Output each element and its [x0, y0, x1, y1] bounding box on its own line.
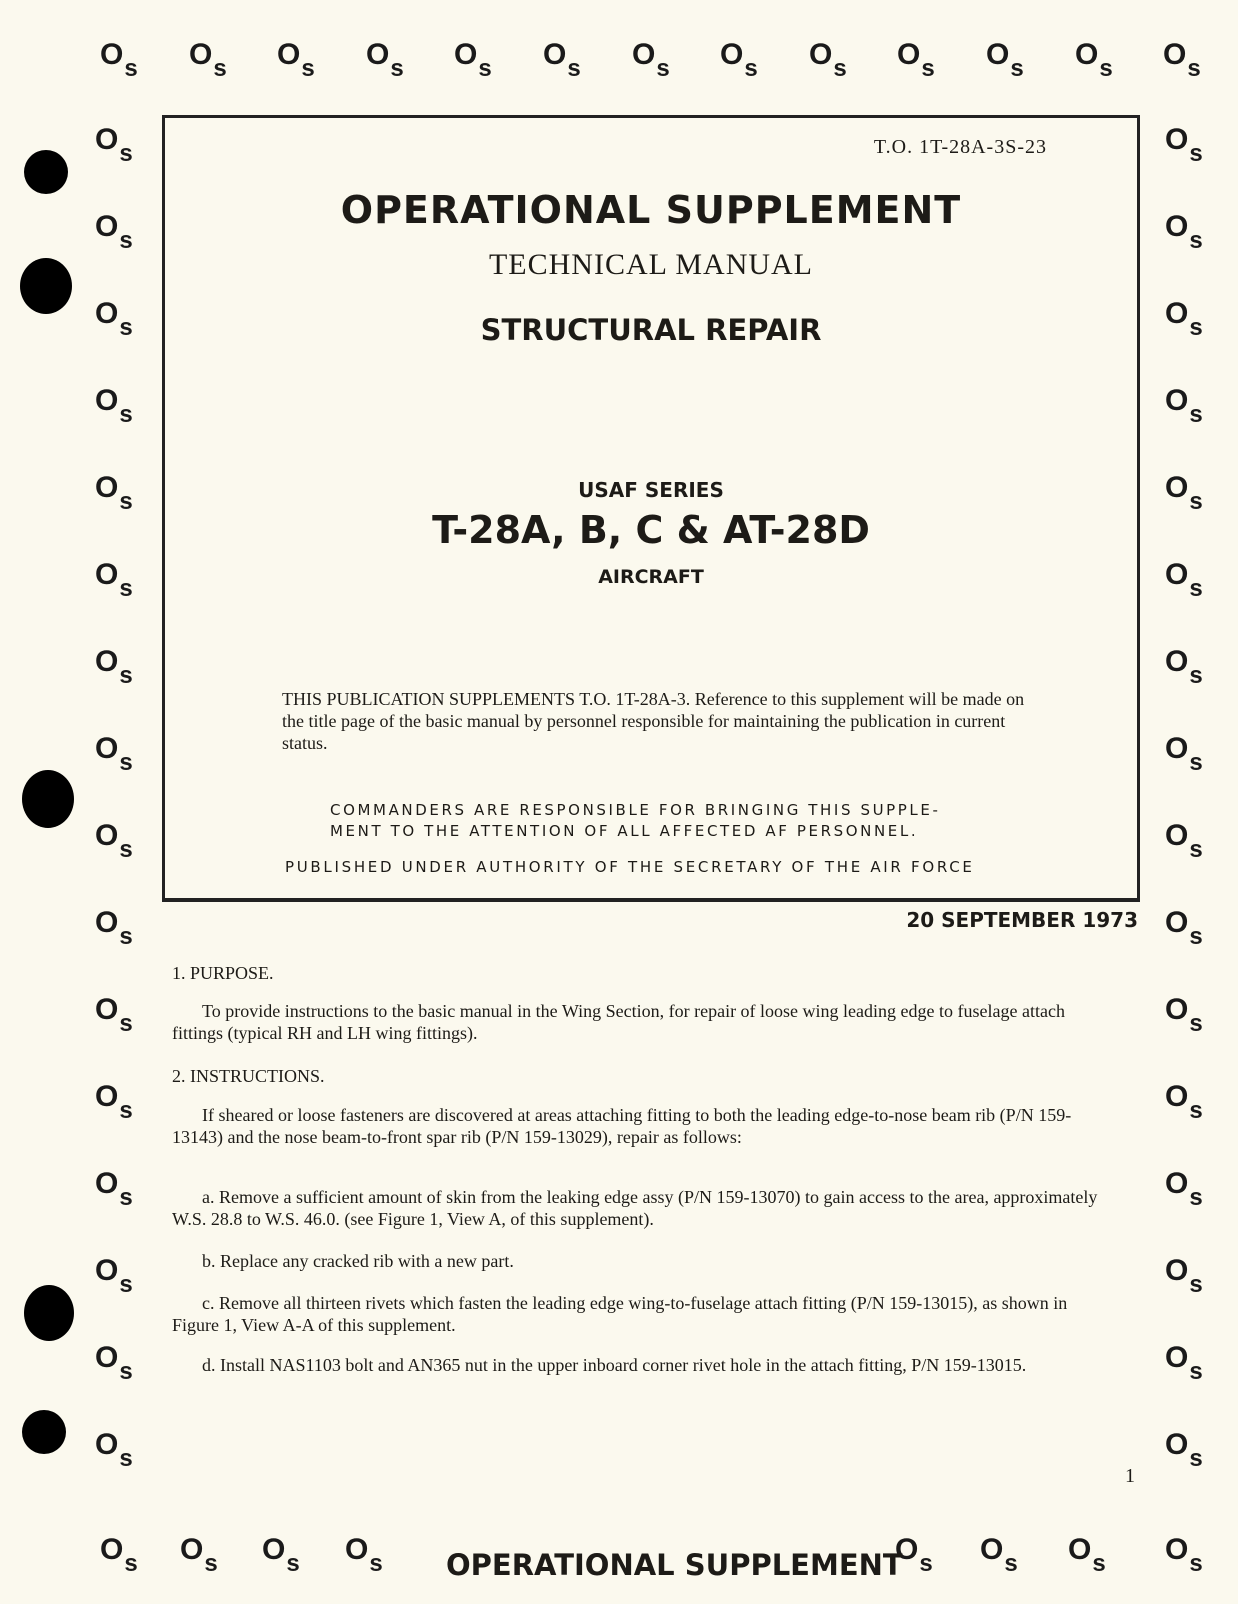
title-box — [162, 115, 1140, 902]
os-mark — [95, 1254, 133, 1298]
os-mark-s: s — [119, 227, 133, 254]
os-mark-s: s — [390, 55, 404, 82]
os-mark — [1165, 732, 1203, 776]
os-mark-s: s — [744, 55, 758, 82]
os-mark — [543, 38, 581, 82]
os-mark-s: s — [119, 749, 133, 776]
os-mark — [980, 1533, 1018, 1577]
os-mark-s: s — [119, 1358, 133, 1385]
punch-hole — [22, 770, 74, 828]
os-mark-o: O — [1163, 38, 1187, 71]
os-mark-o: O — [100, 38, 124, 71]
os-mark-s: s — [301, 55, 315, 82]
os-mark — [1165, 1080, 1203, 1124]
os-mark-s: s — [1010, 55, 1024, 82]
doc-subtitle: TECHNICAL MANUAL — [488, 248, 814, 281]
os-mark — [95, 645, 133, 689]
os-mark — [345, 1533, 383, 1577]
step-c: c. Remove all thirteen rivets which fasten the leading edge wing-to-fuselage attach fitting (P/N 159-13015), as shown in Figure 1, View A-A of this supplement. — [172, 1293, 1068, 1335]
os-mark-s: s — [369, 1550, 383, 1577]
os-mark-s: s — [119, 140, 133, 167]
os-mark-s: s — [1189, 1184, 1203, 1211]
os-mark — [1165, 384, 1203, 428]
os-mark — [1165, 297, 1203, 341]
os-mark-o: O — [809, 38, 833, 71]
os-mark — [100, 1533, 138, 1577]
to-number: T.O. 1T-28A-3S-23 — [873, 136, 1047, 158]
os-mark-s: s — [119, 1184, 133, 1211]
os-mark — [95, 1080, 133, 1124]
os-mark-o: O — [95, 558, 119, 591]
publication-date: 20 SEPTEMBER 1973 — [906, 908, 1138, 932]
os-mark-o: O — [1165, 384, 1189, 417]
os-mark-o: O — [543, 38, 567, 71]
os-mark-o: O — [95, 1341, 119, 1374]
os-mark-o: O — [1165, 819, 1189, 852]
os-mark — [95, 993, 133, 1037]
os-mark — [95, 384, 133, 428]
os-mark-o: O — [1075, 38, 1099, 71]
os-mark-o: O — [366, 38, 390, 71]
os-mark-o: O — [1165, 297, 1189, 330]
step-b: b. Replace any cracked rib with a new part. — [202, 1251, 514, 1271]
os-mark-o: O — [95, 123, 119, 156]
os-mark-s: s — [1189, 575, 1203, 602]
os-mark-s: s — [1189, 140, 1203, 167]
os-mark-s: s — [119, 836, 133, 863]
os-mark-s: s — [119, 488, 133, 515]
os-mark-s: s — [119, 1010, 133, 1037]
os-mark-o: O — [95, 993, 119, 1026]
series-label: USAF SERIES — [578, 478, 724, 502]
os-mark-o: O — [95, 906, 119, 939]
os-mark — [95, 1167, 133, 1211]
os-mark-o: O — [1165, 993, 1189, 1026]
footer-label: OPERATIONAL SUPPLEMENT — [446, 1548, 903, 1582]
os-mark-s: s — [919, 1550, 933, 1577]
os-mark-s: s — [1189, 923, 1203, 950]
os-mark — [1075, 38, 1113, 82]
os-mark-s: s — [567, 55, 581, 82]
os-mark-o: O — [95, 384, 119, 417]
os-mark — [95, 123, 133, 167]
os-mark — [1165, 1428, 1203, 1472]
os-mark-o: O — [1165, 1341, 1189, 1374]
os-mark-s: s — [1189, 1550, 1203, 1577]
os-mark — [95, 1341, 133, 1385]
os-mark — [277, 38, 315, 82]
os-mark-s: s — [1004, 1550, 1018, 1577]
os-mark-o: O — [1165, 732, 1189, 765]
os-mark-s: s — [1099, 55, 1113, 82]
os-mark — [897, 38, 935, 82]
purpose-text: To provide instructions to the basic manual in the Wing Section, for repair of loose wing leading edge to fuselage attach fittings (typical RH and LH wing fittings). — [172, 1001, 1065, 1043]
os-mark — [1165, 645, 1203, 689]
os-mark-o: O — [95, 1428, 119, 1461]
os-mark-o: O — [720, 38, 744, 71]
os-mark-s: s — [656, 55, 670, 82]
os-mark — [95, 1428, 133, 1472]
os-mark — [95, 297, 133, 341]
os-mark-s: s — [204, 1550, 218, 1577]
os-mark-s: s — [478, 55, 492, 82]
os-mark — [1165, 1533, 1203, 1577]
aircraft-models: T-28A, B, C & AT-28D — [432, 508, 870, 552]
os-mark-o: O — [1165, 558, 1189, 591]
os-mark — [1163, 38, 1201, 82]
os-mark-o: O — [95, 471, 119, 504]
commanders-notice — [330, 800, 940, 842]
os-mark-o: O — [986, 38, 1010, 71]
os-mark-s: s — [1189, 401, 1203, 428]
os-mark-o: O — [95, 645, 119, 678]
os-mark-s: s — [1189, 314, 1203, 341]
os-mark-s: s — [119, 575, 133, 602]
os-mark — [95, 819, 133, 863]
os-mark-s: s — [119, 314, 133, 341]
os-mark-s: s — [1189, 1271, 1203, 1298]
os-mark — [95, 732, 133, 776]
os-mark — [1165, 819, 1203, 863]
os-mark — [95, 906, 133, 950]
os-mark-o: O — [1165, 906, 1189, 939]
instructions-heading: 2. INSTRUCTIONS. — [172, 1066, 325, 1086]
os-mark-s: s — [119, 1445, 133, 1472]
os-mark-o: O — [277, 38, 301, 71]
os-mark — [986, 38, 1024, 82]
doc-title: OPERATIONAL SUPPLEMENT — [340, 188, 962, 232]
os-mark — [1068, 1533, 1106, 1577]
os-mark-s: s — [119, 1271, 133, 1298]
os-mark-o: O — [1165, 1254, 1189, 1287]
supplement-note: THIS PUBLICATION SUPPLEMENTS T.O. 1T-28A-3. Reference to this supplement will be made on the title page of the basic manual by personnel responsible for maintaining the publication in current status. — [282, 689, 1025, 753]
os-mark-o: O — [95, 297, 119, 330]
doc-subject: STRUCTURAL REPAIR — [480, 313, 822, 347]
os-mark-s: s — [1189, 227, 1203, 254]
os-mark-s: s — [119, 662, 133, 689]
os-mark — [1165, 471, 1203, 515]
os-mark — [1165, 906, 1203, 950]
os-mark-o: O — [95, 1254, 119, 1287]
os-mark-s: s — [213, 55, 227, 82]
os-mark-o: O — [95, 1167, 119, 1200]
os-mark — [95, 558, 133, 602]
os-mark-s: s — [1189, 836, 1203, 863]
os-mark-o: O — [1165, 123, 1189, 156]
os-mark-s: s — [119, 401, 133, 428]
os-mark-s: s — [119, 1097, 133, 1124]
os-mark-s: s — [833, 55, 847, 82]
os-mark-o: O — [454, 38, 478, 71]
os-mark-o: O — [1165, 1428, 1189, 1461]
os-mark — [262, 1533, 300, 1577]
os-mark-s: s — [286, 1550, 300, 1577]
os-mark-o: O — [180, 1533, 204, 1566]
os-mark-o: O — [1165, 471, 1189, 504]
os-mark-s: s — [119, 923, 133, 950]
os-mark-o: O — [95, 1080, 119, 1113]
os-mark-s: s — [1189, 488, 1203, 515]
os-mark — [180, 1533, 218, 1577]
os-mark — [366, 38, 404, 82]
os-mark — [189, 38, 227, 82]
os-mark-o: O — [1165, 1167, 1189, 1200]
os-mark — [1165, 1254, 1203, 1298]
os-mark — [1165, 993, 1203, 1037]
commanders-line: COMMANDERS ARE RESPONSIBLE FOR BRINGING THIS SUPPLE- — [330, 801, 941, 819]
os-mark-s: s — [921, 55, 935, 82]
os-mark-s: s — [1189, 662, 1203, 689]
os-mark — [1165, 1167, 1203, 1211]
os-mark-s: s — [1189, 1010, 1203, 1037]
punch-hole — [24, 150, 68, 194]
os-mark — [1165, 123, 1203, 167]
os-mark-o: O — [1165, 645, 1189, 678]
os-mark — [95, 471, 133, 515]
os-mark-s: s — [1189, 749, 1203, 776]
os-mark-o: O — [189, 38, 213, 71]
os-mark-o: O — [1068, 1533, 1092, 1566]
os-mark-s: s — [124, 1550, 138, 1577]
os-mark-o: O — [1165, 1080, 1189, 1113]
os-mark-o: O — [95, 210, 119, 243]
os-mark-s: s — [1092, 1550, 1106, 1577]
os-mark-o: O — [345, 1533, 369, 1566]
os-mark — [1165, 1341, 1203, 1385]
os-mark-o: O — [262, 1533, 286, 1566]
os-mark — [632, 38, 670, 82]
os-mark-o: O — [980, 1533, 1004, 1566]
os-mark — [1165, 558, 1203, 602]
punch-hole — [20, 258, 72, 314]
authority-line: PUBLISHED UNDER AUTHORITY OF THE SECRETARY OF THE AIR FORCE — [285, 858, 975, 876]
os-mark-o: O — [95, 819, 119, 852]
os-mark-o: O — [1165, 210, 1189, 243]
os-mark-o: O — [95, 732, 119, 765]
os-mark-o: O — [897, 38, 921, 71]
os-mark — [95, 210, 133, 254]
step-d: d. Install NAS1103 bolt and AN365 nut in the upper inboard corner rivet hole in the attach fitting, P/N 159-13015. — [202, 1355, 1027, 1375]
os-mark-o: O — [1165, 1533, 1189, 1566]
os-mark-o: O — [895, 1533, 919, 1566]
os-mark-s: s — [124, 55, 138, 82]
os-mark — [720, 38, 758, 82]
punch-hole — [24, 1285, 74, 1341]
os-mark-s: s — [1189, 1445, 1203, 1472]
step-a: a. Remove a sufficient amount of skin from the leaking edge assy (P/N 159-13070) to gain access to the area, approximately W.S. 28.8 to W.S. 46.0. (see Figure 1, View A, of this supplement). — [172, 1187, 1098, 1229]
os-mark-s: s — [1189, 1358, 1203, 1385]
aircraft-label: AIRCRAFT — [598, 566, 704, 588]
os-mark — [1165, 210, 1203, 254]
instructions-intro: If sheared or loose fasteners are discovered at areas attaching fitting to both the leading edge-to-nose beam rib (P/N 159-13143) and the nose beam-to-front spar rib (P/N 159-13029), repair as follows: — [172, 1105, 1072, 1147]
os-mark — [100, 38, 138, 82]
os-mark-o: O — [100, 1533, 124, 1566]
os-mark-s: s — [1189, 1097, 1203, 1124]
purpose-heading: 1. PURPOSE. — [172, 963, 274, 983]
commanders-line: MENT TO THE ATTENTION OF ALL AFFECTED AF PERSONNEL. — [330, 822, 919, 840]
os-mark-o: O — [632, 38, 656, 71]
os-mark — [454, 38, 492, 82]
punch-hole — [22, 1410, 66, 1454]
os-mark-s: s — [1187, 55, 1201, 82]
os-mark — [809, 38, 847, 82]
page-number: 1 — [1125, 1465, 1135, 1487]
